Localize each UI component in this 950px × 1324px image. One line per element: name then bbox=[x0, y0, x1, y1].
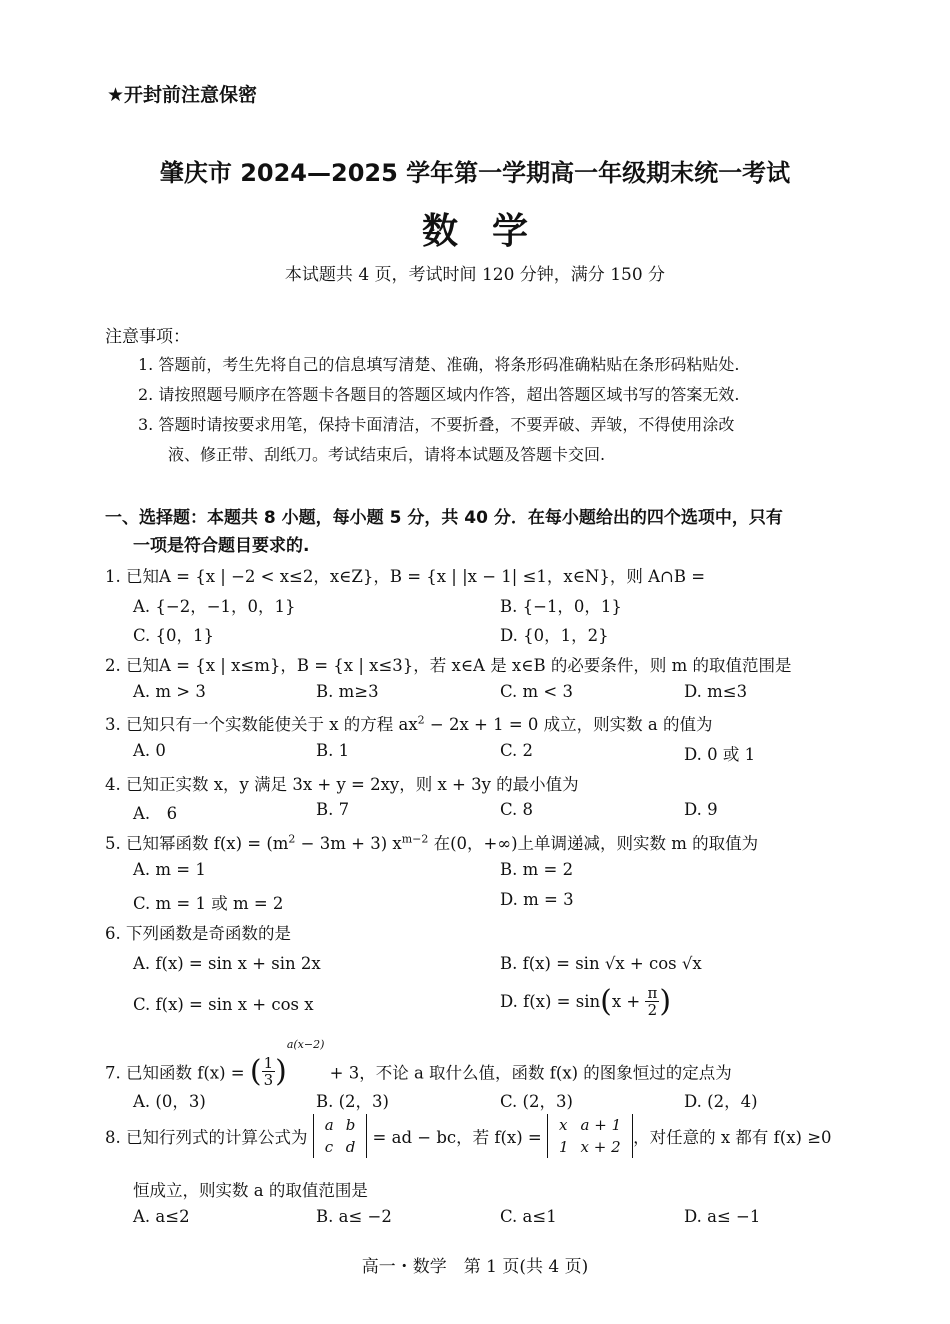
option-d: D. a≤ −1 bbox=[684, 1207, 761, 1226]
exam-info: 本试题共 4 页，考试时间 120 分钟，满分 150 分 bbox=[284, 265, 666, 285]
determinant: a b c d bbox=[313, 1114, 368, 1158]
subject-title: 数学 bbox=[421, 211, 562, 252]
option-b: B. (2，3) bbox=[316, 1092, 389, 1111]
option-d: D. m = 3 bbox=[500, 890, 574, 909]
option-c: C. {0，1} bbox=[133, 626, 215, 645]
option-d: D. f(x) = sin(x + $\frac{\pi}{2}$ ) bbox=[500, 984, 672, 1019]
option-a: A. {−2，−1，0，1} bbox=[133, 597, 296, 616]
note-item: 液、修正带、刮纸刀。考试结束后，请将本试题及答题卡交回. bbox=[168, 445, 606, 464]
question-stem: 6. 下列函数是奇函数的是 bbox=[105, 924, 291, 943]
section-heading: 一、选择题：本题共 8 小题，每小题 5 分，共 40 分．在每小题给出的四个选项中，只有 bbox=[105, 508, 783, 528]
option-b: B. m≥3 bbox=[316, 682, 379, 701]
option-b: B. 7 bbox=[316, 800, 350, 819]
option-d: D. (2，4) bbox=[684, 1092, 758, 1111]
confidential-notice: ★开封前注意保密 bbox=[107, 84, 258, 106]
option-a: A. f(x) = sin x + sin 2x bbox=[133, 954, 321, 973]
determinant: x a + 1 1 x + 2 bbox=[547, 1114, 633, 1158]
question-stem: 1. 已知A = {x | −2 < x≤2，x∈Z}，B = {x | |x − 1| ≤1，x∈N}，则 A∩B = bbox=[105, 567, 706, 586]
question-stem: 7. 已知函数 f(x) = ( $\frac{1}{3}$ )$^{a(x-2)}$ + 3，不论 a 取什么值，函数 f(x) 的图象恒过的定点为 bbox=[105, 1038, 732, 1089]
option-c: C. m < 3 bbox=[500, 682, 573, 701]
option-d: D. {0，1，2} bbox=[500, 626, 609, 645]
option-c: C. f(x) = sin x + cos x bbox=[133, 995, 314, 1014]
option-a: A. a≤2 bbox=[133, 1207, 190, 1226]
option-d: D. 9 bbox=[684, 800, 718, 819]
option-c: C. 8 bbox=[500, 800, 534, 819]
option-d: D. 0 或 1 bbox=[684, 745, 756, 764]
option-a: A. 0 bbox=[133, 741, 166, 760]
option-c: C. (2，3) bbox=[500, 1092, 573, 1111]
question-stem-continued: 恒成立，则实数 a 的取值范围是 bbox=[133, 1181, 368, 1200]
option-d: D. m≤3 bbox=[684, 682, 748, 701]
note-item: 1. 答题前，考生先将自己的信息填写清楚、准确，将条形码准确粘贴在条形码粘贴处. bbox=[138, 355, 740, 374]
page-footer: 高一・数学 第 1 页(共 4 页) bbox=[361, 1257, 589, 1277]
exam-title: 肇庆市 2024—2025 学年第一学期高一年级期末统一考试 bbox=[159, 159, 791, 187]
option-a: A. m = 1 bbox=[133, 860, 206, 879]
fraction: $\frac{\pi}{2}$ bbox=[647, 984, 658, 1019]
question-stem: 4. 已知正实数 x，y 满足 3x + y = 2xy，则 x + 3y 的最小值为 bbox=[105, 775, 579, 794]
option-b: B. 1 bbox=[316, 741, 350, 760]
notes-title: 注意事项： bbox=[105, 327, 190, 347]
option-c: C. m = 1 或 m = 2 bbox=[133, 894, 284, 913]
section-heading: 一项是符合题目要求的. bbox=[133, 536, 310, 556]
option-a: A. m > 3 bbox=[133, 682, 206, 701]
fraction: $\frac{1}{3}$ bbox=[263, 1054, 274, 1089]
question-stem: 3. 已知只有一个实数能使关于 x 的方程 $ax^2 - 2x + 1 = 0$ 成立，则实数 a 的值为 bbox=[105, 713, 713, 734]
note-item: 2. 请按照题号顺序在答题卡各题目的答题区域内作答，超出答题区域书写的答案无效. bbox=[138, 385, 740, 404]
question-stem: 5. 已知幂函数 $f(x) = (m^2 - 3m + 3)$ $x^{m-2}$ 在(0，+∞)上单调递减，则实数 m 的取值为 bbox=[105, 832, 759, 853]
option-a: A. 6 bbox=[133, 804, 178, 823]
option-c: C. 2 bbox=[500, 741, 534, 760]
question-stem: 8. 已知行列式的计算公式为 a b c d = ad − bc，若 f(x) = x a + 1 1 x + 2 ，对任意的 x 都有 f(x) ≥0 bbox=[105, 1116, 832, 1156]
option-b: B. f(x) = sin √x + cos √x bbox=[500, 954, 702, 973]
note-item: 3. 答题时请按要求用笔，保持卡面清洁，不要折叠，不要弄破、弄皱，不得使用涂改 bbox=[138, 415, 735, 434]
option-c: C. a≤1 bbox=[500, 1207, 557, 1226]
option-b: B. {−1，0，1} bbox=[500, 597, 622, 616]
option-a: A. (0，3) bbox=[133, 1092, 206, 1111]
option-b: B. m = 2 bbox=[500, 860, 574, 879]
question-stem: 2. 已知A = {x | x≤m}，B = {x | x≤3}，若 x∈A 是 x∈B 的必要条件，则 m 的取值范围是 bbox=[105, 656, 792, 675]
option-b: B. a≤ −2 bbox=[316, 1207, 392, 1226]
